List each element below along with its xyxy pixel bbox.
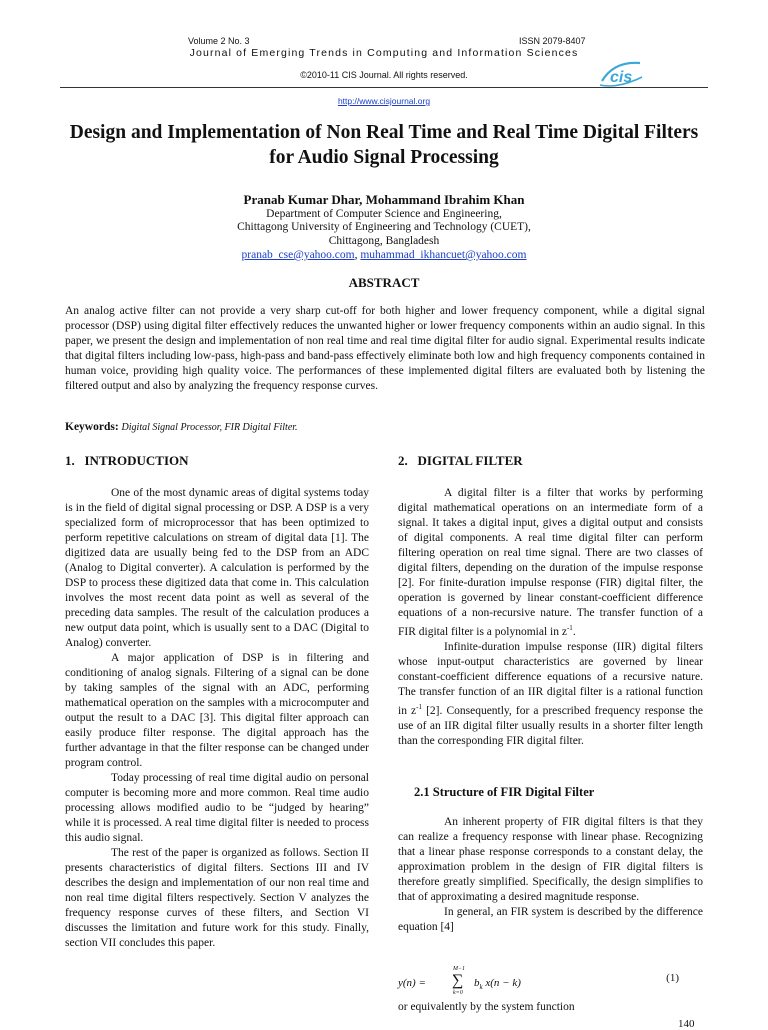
author-emails (0, 248, 768, 262)
after-equation-text: or equivalently by the system function (398, 1001, 575, 1013)
paragraph: One of the most dynamic areas of digital systems today is in the field of digital signal processing or DSP. A DSP is a very specialized form of microprocessor that has been optimized to perform repetitive calculations on stream of digital data [1]. The digitized data are usually being fed to the DSP from an ADC (Analog to Digital converter). A calculation is performed by the DSP to process these digitized data that come in. This calculation involves the most recent data point as well as several of the preceding data samples. The result of the calculation produces a new output data point, which is usually sent to a DAC (Digital to Analog) converter. (65, 487, 369, 649)
keywords (65, 421, 705, 433)
digital-filter-column (398, 486, 703, 749)
keywords-label: Keywords: (65, 421, 119, 433)
paragraph: Infinite-duration impulse response (IIR) digital filters whose input-output characteristics are governed by linear constant-coefficient difference equations of a recursive nature. The transfer function of an IIR digital filter is a rational function in $z^{-1}$ [2]. Consequently, for a prescribed frequency response the use of an IIR digital filter usually results in a shorter filter length than the corresponding FIR digital filter. (398, 640, 703, 747)
cis-logo (596, 55, 646, 91)
email-separator: , (354, 249, 361, 261)
paragraph: Today processing of real time digital audio on personal computer is becoming more and more common. Real time audio processing allows modified audio to be “judged by hearing” while it is processed. A real time digital filter is needed to process this audio signal. (65, 772, 369, 844)
affiliation-location: Chittagong, Bangladesh (328, 235, 440, 247)
section-heading-introduction: 1. INTRODUCTION (65, 453, 189, 468)
affiliation-university: Chittagong University of Engineering and Technology (CUET), (237, 221, 531, 233)
email-link-1[interactable]: pranab_cse@yahoo.com (241, 249, 355, 261)
paragraph: In general, an FIR system is described by the difference equation [4] (398, 906, 703, 933)
abstract-heading: ABSTRACT (348, 275, 420, 290)
abstract-text: An analog active filter can not provide a very sharp cut-off for both higher and lower frequency component, while a digital signal processor (DSP) using digital filter effectively reduces the unwanted higher or lower frequency components within an audio signal. In this paper, we present the design and implementation of non real time and real time digital filter for audio signal. Experimental results indicate that digital filters including low-pass, high-pass and band-pass effectively eliminate both low and high frequency components contained in human voice, providing high quality voice. The performances of these implemented digital filters are evaluated both by listening the filtered output and also by analyzing the frequency response curves. (65, 305, 705, 392)
subsection-heading-fir-structure: 2.1 Structure of FIR Digital Filter (414, 785, 595, 799)
authors: Pranab Kumar Dhar, Mohammand Ibrahim Khan (243, 192, 525, 207)
svg-text:cis: cis (610, 69, 633, 86)
equation-1 (398, 966, 703, 1000)
copyright: ©2010-11 CIS Journal. All rights reserved. (300, 70, 468, 80)
introduction-column (65, 486, 369, 951)
paragraph: A major application of DSP is in filtering and conditioning of analog signals. Filtering of a signal can be done by taking samples of the signal with an ADC, performing mathematical operation on the samples with a microcomputer and output the result to a DAC [3]. This digital filter approach can easily produce filter response. The digital approach has the further advantage in that the filter response can be changed under program control. (65, 652, 369, 769)
page-number: 140 (678, 1018, 695, 1030)
affiliation-department: Department of Computer Science and Engineering, (266, 208, 502, 220)
paragraph: An inherent property of FIR digital filters is that they can realize a frequency response with linear phase. Recognizing that a linear phase response corresponds to a constant delay, the approximation problem in the design of FIR digital filters is therefore greatly simplified. Specifically, the design simplifies to that of approximating a desired magnitude response. (398, 816, 703, 903)
section-heading-digital-filter: 2. DIGITAL FILTER (398, 453, 523, 468)
fir-structure-column (398, 815, 703, 935)
equation-rhs: $b_k$ x(n − k) (474, 977, 521, 992)
sum-upper-limit: M−1 (453, 966, 466, 972)
keywords-text: Digital Signal Processor, FIR Digital Filter. (121, 422, 298, 433)
volume-number: Volume 2 No. 3 (188, 36, 250, 46)
journal-url-link[interactable]: http://www.cisjournal.org (337, 96, 431, 106)
sum-symbol: ∑ (452, 972, 464, 989)
equation-lhs: y(n) = (398, 977, 426, 989)
issn: ISSN 2079-8407 (519, 36, 586, 46)
equation-number: (1) (666, 972, 679, 984)
journal-url[interactable] (0, 96, 768, 106)
sum-lower-limit: k=0 (453, 990, 463, 996)
paragraph: A digital filter is a filter that works by performing digital mathematical operations on an intermediate form of a signal. It takes a digital input, gives a digital output and consists of digital components. A real time digital filter can perform filtering operation on real time signal. There are two classes of digital filters, depending on the duration of the impulse response [2]. For finite-duration impulse response (FIR) digital filter, the operation is governed by linear constant-coefficient difference equations of a non-recursive nature. The transfer function of a FIR digital filter is a polynomial in $z^{-1}$. (398, 487, 703, 638)
cis-logo-icon (596, 55, 646, 91)
paragraph: The rest of the paper is organized as follows. Section II presents characteristics of digital filters. Sections III and IV describes the design and implementation of our non real time and non real time digital filters respectively. Section V analyzes the frequency response curves of these filters, and Section VI discusses the limitation and future work for this study. Finally, section VII concludes this paper. (65, 847, 369, 949)
paper-title: Design and Implementation of Non Real Time and Real Time Digital Filters for Audio Signal Processing (69, 122, 699, 168)
journal-name: Journal of Emerging Trends in Computing and Information Sciences (189, 47, 579, 59)
email-link-2[interactable]: muhammad_ikhancuet@yahoo.com (360, 249, 527, 261)
